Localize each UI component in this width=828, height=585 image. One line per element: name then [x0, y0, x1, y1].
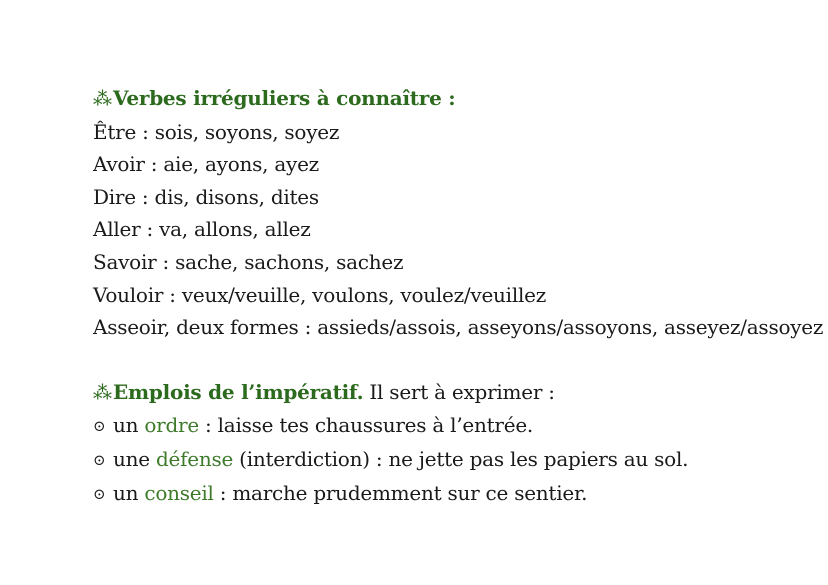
circled-dot-bullet-icon: ⊙ [93, 484, 106, 503]
verb-line-savoir: Savoir : sache, sachons, sachez [93, 249, 404, 274]
verb-line-aller: Aller : va, allons, allez [93, 217, 311, 242]
item-term: ordre [144, 413, 199, 438]
item-rest: (interdiction) : ne jette pas les papiers au sol. [233, 446, 689, 471]
item-rest: : marche prudemment sur ce sentier. [213, 480, 588, 505]
section-imperative-uses-heading [93, 376, 803, 410]
verb-line-etre: Être : sois, soyons, soyez [93, 119, 340, 144]
circled-dot-bullet-icon: ⊙ [93, 417, 106, 436]
verb-line-avoir: Avoir : aie, ayons, ayez [93, 152, 319, 177]
list-item [93, 443, 803, 477]
verb-line-asseoir: Asseoir, deux formes : assieds/assois, asseyons/assoyons, asseyez/assoyez [93, 315, 824, 340]
heading-text: Emplois de l’impératif. [113, 379, 364, 404]
section-spacer [93, 344, 803, 376]
asterism-icon: ⁂ [93, 381, 112, 404]
section-irregular-verbs-heading [93, 82, 803, 116]
item-prefix: un [113, 413, 145, 438]
item-prefix: une [113, 446, 156, 471]
list-item [93, 477, 803, 511]
asterism-icon: ⁂ [93, 88, 112, 110]
circled-dot-bullet-icon: ⊙ [93, 450, 106, 469]
heading-text: Verbes irréguliers à connaître : [113, 86, 456, 110]
item-term: défense [155, 446, 234, 471]
heading-intro: Il sert à exprimer : [363, 379, 555, 404]
document-page [93, 82, 824, 510]
verb-line-dire: Dire : dis, disons, dites [93, 184, 319, 209]
verb-line-vouloir: Vouloir : veux/veuille, voulons, voulez/veuillez [93, 282, 546, 307]
list-item [93, 409, 803, 443]
item-term: conseil [144, 480, 214, 505]
item-prefix: un [113, 480, 145, 505]
item-rest: : laisse tes chaussures à l’entrée. [198, 413, 534, 438]
